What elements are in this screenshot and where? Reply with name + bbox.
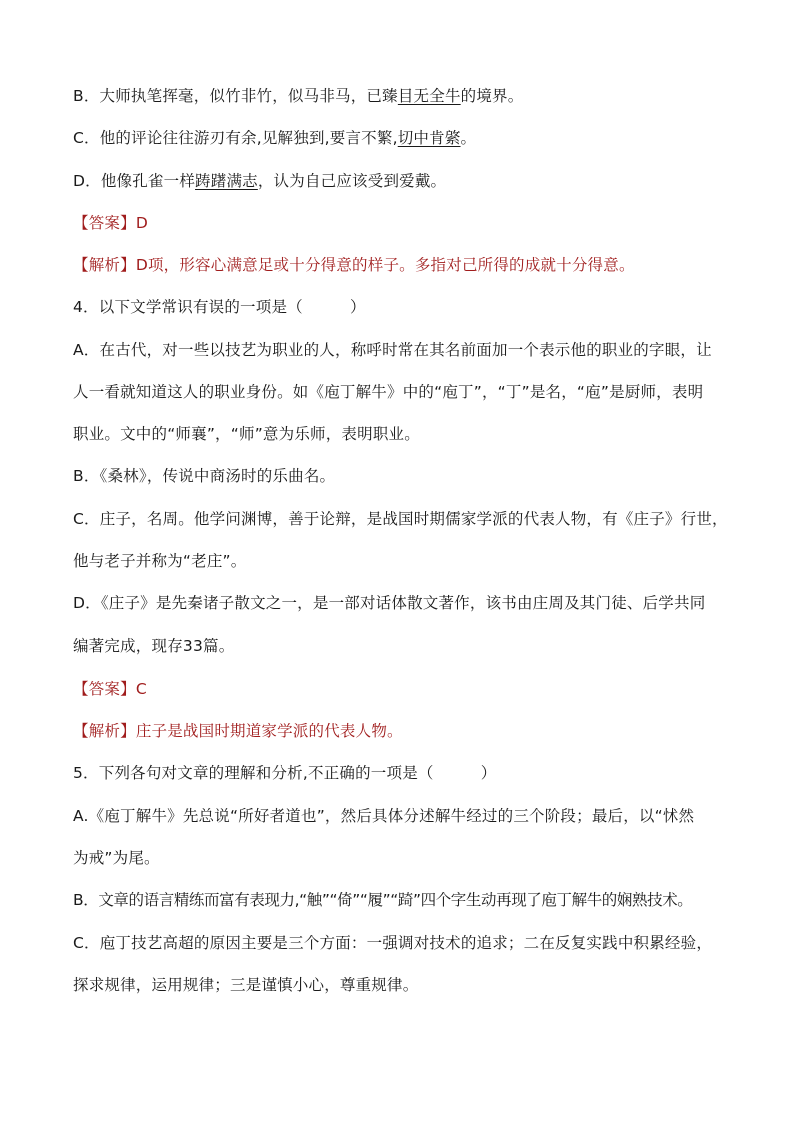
q4-option-d-line-1: D．《庄子》是先秦诸子散文之一，是一部对话体散文著作，该书由庄周及其门徒、后学共同 bbox=[73, 594, 706, 612]
q5-option-a-line-2: 为戒”为尾。 bbox=[73, 849, 160, 867]
q4-option-a-line-3: 职业。文中的“师襄”，“师”意为乐师，表明职业。 bbox=[73, 425, 420, 443]
q3-analysis-label: 【解析】 bbox=[73, 256, 136, 274]
q5-option-c-line-1: C．庖丁技艺高超的原因主要是三个方面：一强调对技术的追求；二在反复实践中积累经验， bbox=[73, 934, 713, 952]
q4-analysis-text: 庄子是战国时期道家学派的代表人物。 bbox=[135, 722, 403, 740]
q3-analysis-text: D项，形容心满意足或十分得意的样子。多指对己所得的成就十分得意。 bbox=[135, 256, 635, 274]
q4-option-c-line-2: 他与老子并称为“老庄”。 bbox=[73, 552, 247, 570]
q5-option-c-line-2: 探求规律，运用规律；三是谨慎小心，尊重规律。 bbox=[73, 976, 419, 994]
q3-option-d-tail: ，认为自己应该受到爱戴。 bbox=[257, 172, 447, 190]
q3-answer-value: D bbox=[135, 214, 148, 232]
q4-analysis-label: 【解析】 bbox=[73, 722, 136, 740]
q4-option-c-line-1: C．庄子，名周。他学问渊博，善于论辩，是战国时期儒家学派的代表人物，有《庄子》行世， bbox=[73, 510, 728, 528]
q3-answer bbox=[73, 213, 148, 233]
q4-answer-label: 【答案】 bbox=[73, 680, 136, 698]
q4-analysis bbox=[73, 721, 403, 741]
q3-option-c-tail: 。 bbox=[460, 129, 477, 147]
q4-stem: 4．以下文学常识有误的一项是（ ） bbox=[73, 298, 366, 316]
q3-option-c bbox=[73, 128, 476, 148]
q3-option-d bbox=[73, 171, 446, 191]
q3-analysis bbox=[73, 255, 635, 275]
q4-option-a-line-1: A．在古代，对一些以技艺为职业的人，称呼时常在其名前面加一个表示他的职业的字眼，让 bbox=[73, 341, 712, 359]
q3-option-b-underlined: 目无全牛 bbox=[397, 87, 461, 105]
q3-option-b-tail: 的境界。 bbox=[460, 87, 524, 105]
q3-option-d-underlined: 踌躇满志 bbox=[195, 172, 258, 190]
q3-answer-label: 【答案】 bbox=[73, 214, 136, 232]
q4-option-d-line-2: 编著完成，现存33篇。 bbox=[73, 637, 235, 655]
q3-option-d-text: D．他像孔雀一样 bbox=[73, 172, 196, 190]
q4-answer-value: C bbox=[135, 680, 147, 698]
q3-option-b bbox=[73, 86, 523, 106]
q5-stem: 5．下列各句对文章的理解和分析,不正确的一项是（ ） bbox=[73, 764, 497, 782]
q3-option-c-underlined: 切中肯綮 bbox=[397, 129, 461, 147]
q4-answer bbox=[73, 679, 147, 699]
q5-option-a-line-1: A.《庖丁解牛》先总说“所好者道也”，然后具体分述解牛经过的三个阶段；最后，以“怵然 bbox=[73, 807, 695, 825]
q3-option-b-text: B．大师执笔挥毫，似竹非竹，似马非马，已臻 bbox=[73, 87, 398, 105]
q5-option-b: B．文章的语言精练而富有表现力,“触”“倚”“履”“踦”四个字生动再现了庖丁解牛的娴熟技术。 bbox=[73, 891, 693, 909]
q4-option-b: B．《桑林》，传说中商汤时的乐曲名。 bbox=[73, 467, 336, 485]
q3-option-c-text: C．他的评论往往游刃有余,见解独到,要言不繁, bbox=[73, 129, 398, 147]
q4-option-a-line-2: 人一看就知道这人的职业身份。如《庖丁解牛》中的“庖丁”，“丁”是名，“庖”是厨师，表明 bbox=[73, 383, 704, 401]
